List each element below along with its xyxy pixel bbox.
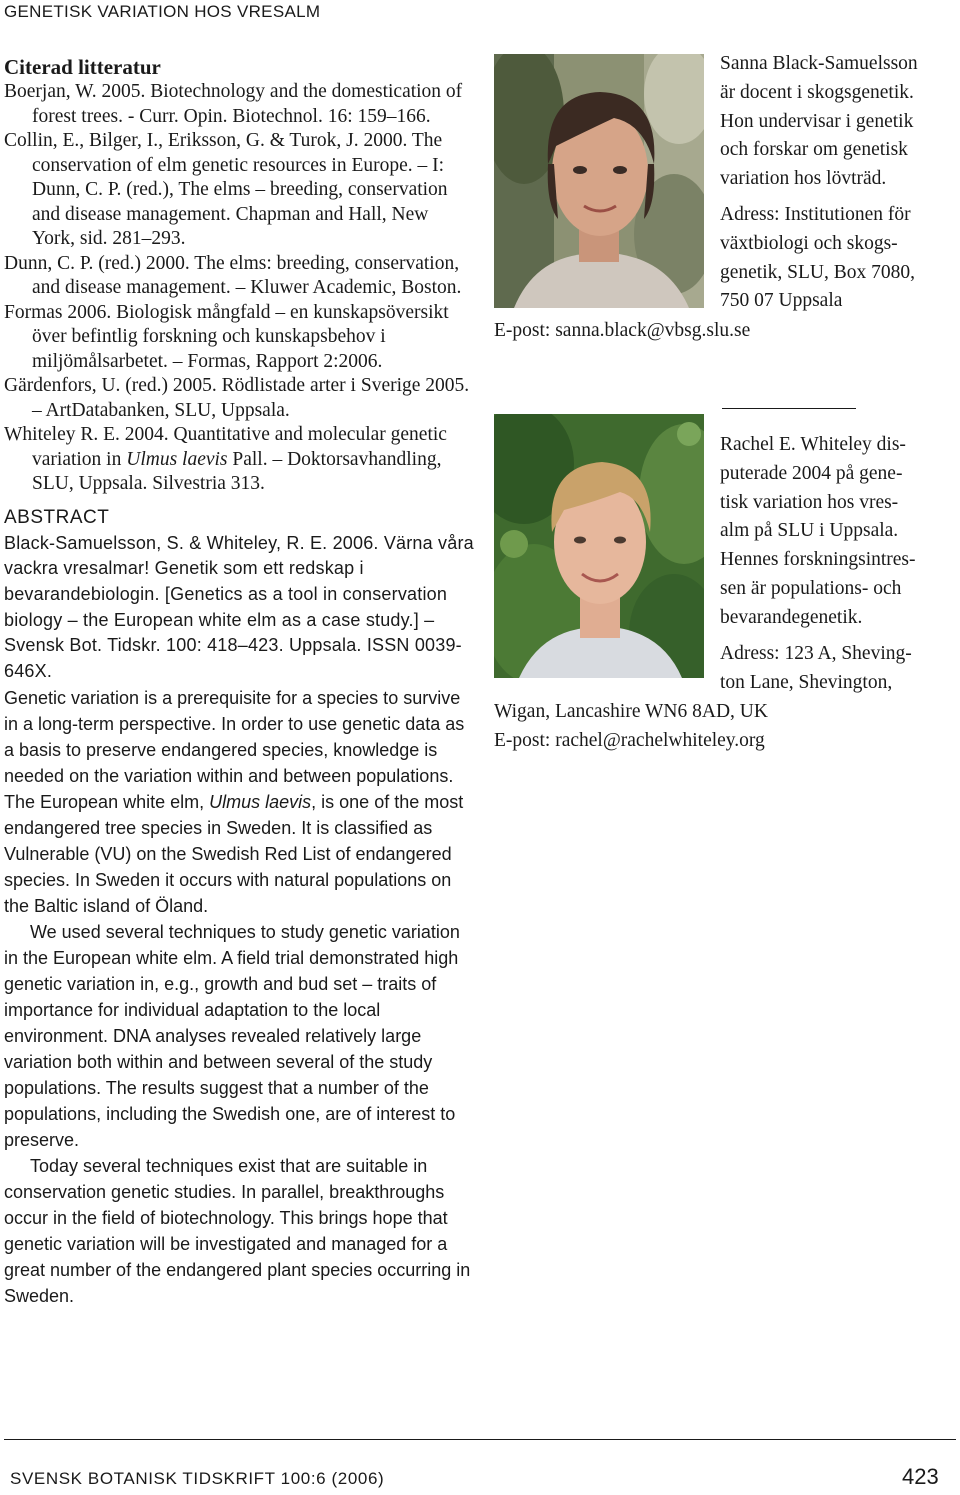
bio-line: och forskar om genetisk <box>720 139 908 161</box>
author-bio-rachel <box>720 431 916 633</box>
bio-line: Sanna Black-Samuelsson <box>720 53 918 74</box>
bio-line: Hennes forskningsintres- <box>720 549 916 571</box>
bio-line: bevarandegenetik. <box>720 606 863 628</box>
abstract-label: ABSTRACT <box>4 506 110 528</box>
abstract-text: Genetic variation is a prerequisite for a species to survive in a long-term perspective. In order to use genetic data as a basis to preserve endangered species, knowledge is needed on the variation within and between populations. The European white elm, <box>4 687 465 812</box>
portrait-image <box>494 54 704 308</box>
reference-text: Whiteley R. E. 2004. Quantitative and molecular genetic variation in <box>4 424 447 470</box>
reference-item: Collin, E., Bilger, I., Eriksson, G. & Turok, J. 2000. The conservation of elm genetic resources in Europe. – I: Dunn, C. P. (red.), The elms – breeding, conservation and disease management. Chapman and Hall, New York, sid. 281–293. <box>4 130 448 249</box>
running-head: GENETISK VARIATION HOS VRESALM <box>4 2 321 21</box>
page-number: 423 <box>902 1464 939 1489</box>
author-email-rachel: E-post: rachel@rachelwhiteley.org <box>494 730 765 751</box>
author-photo-rachel <box>494 414 704 678</box>
bio-line: alm på SLU i Uppsala. <box>720 520 899 542</box>
author-address-rachel <box>720 640 912 698</box>
species-name: Ulmus laevis <box>126 448 228 470</box>
author-email-sanna: E-post: sanna.black@vbsg.slu.se <box>494 320 751 341</box>
references-heading: Citerad litteratur <box>4 55 161 79</box>
footer-journal: SVENSK BOTANISK TIDSKRIFT 100:6 (2006) <box>10 1469 385 1488</box>
reference-item: Dunn, C. P. (red.) 2000. The elms: breeding, conservation, and disease management. – Kluwer Academic, Boston. <box>4 252 462 298</box>
bio-line: är docent i skogsgenetik. <box>720 81 914 103</box>
reference-item: Gärdenfors, U. (red.) 2005. Rödlistade arter i Sverige 2005. – ArtDatabanken, SLU, Uppsala. <box>4 375 470 421</box>
author-photo-sanna <box>494 54 704 308</box>
abstract-paragraph: Today several techniques exist that are suitable in conservation genetic studies. In parallel, breakthroughs occur in the field of biotechnology. This brings hope that genetic variation will be investigated and managed for a great number of the endangered plant species occurring in Sweden. <box>4 1155 471 1306</box>
bio-line: Hon undervisar i genetik <box>720 110 914 132</box>
species-name: Ulmus laevis <box>209 791 312 812</box>
address-line: 750 07 Uppsala <box>720 290 843 312</box>
abstract-paragraph: We used several techniques to study genetic variation in the European white elm. A field trial demonstrated high genetic variation in, e.g., growth and bud set – traits of importance for individual adaptation to the local environment. DNA analyses revealed relatively large variation both within and between several of the study populations. The results suggest that a number of the populations, including the Swedish one, are of interest to preserve. <box>4 921 460 1150</box>
author-bio-sanna <box>720 50 918 194</box>
author-address-rachel-cont: Wigan, Lancashire WN6 8AD, UK <box>494 701 768 722</box>
bio-line: tisk variation hos vres- <box>720 491 899 513</box>
abstract-citation: Black-Samuelsson, S. & Whiteley, R. E. 2006. Värna våra vackra vresalmar! Genetik som ett redskap i bevarandebiologin. [Genetics as a tool in conservation biology – the European white elm as a case study.] – Svensk Bot. Tidskr. 100: 418–423. Uppsala. ISSN 0039-646X. <box>4 532 474 682</box>
address-line: Adress: Institutionen för <box>720 204 911 225</box>
abstract-text: , is one of the most endangered tree species in Sweden. It is classified as Vulnerable (VU) on the Swedish Red List of endangered species. In Sweden it occurs with natural populations on the Baltic island of Öland. <box>4 791 464 916</box>
address-line: Adress: 123 A, Sheving- <box>720 643 912 664</box>
address-line: ton Lane, Shevington, <box>720 671 893 693</box>
address-line: genetik, SLU, Box 7080, <box>720 261 915 283</box>
reference-text: Pall. – Doktorsavhandling, SLU, Uppsala. Silvestria 313. <box>32 448 442 494</box>
bio-line: variation hos lövträd. <box>720 168 887 190</box>
address-line: växtbiologi och skogs- <box>720 232 898 254</box>
author-address-sanna <box>720 201 915 316</box>
reference-item: Boerjan, W. 2005. Biotechnology and the domestication of forest trees. - Curr. Opin. Biotechnol. 16: 159–166. <box>4 81 463 127</box>
portrait-image <box>494 414 704 678</box>
footer-rule <box>4 1439 956 1440</box>
bio-line: puterade 2004 på gene- <box>720 462 903 484</box>
bio-line: sen är populations- och <box>720 577 902 599</box>
abstract-paragraph <box>4 685 474 919</box>
reference-item <box>4 423 474 497</box>
author-divider <box>722 408 856 409</box>
left-column <box>4 55 474 1309</box>
reference-item: Formas 2006. Biologisk mångfald – en kunskapsöversikt över befintlig forskning och kunskapsbehov i miljömålsarbetet. – Formas, Rapport 2:2006. <box>4 301 449 372</box>
bio-line: Rachel E. Whiteley dis- <box>720 434 906 455</box>
